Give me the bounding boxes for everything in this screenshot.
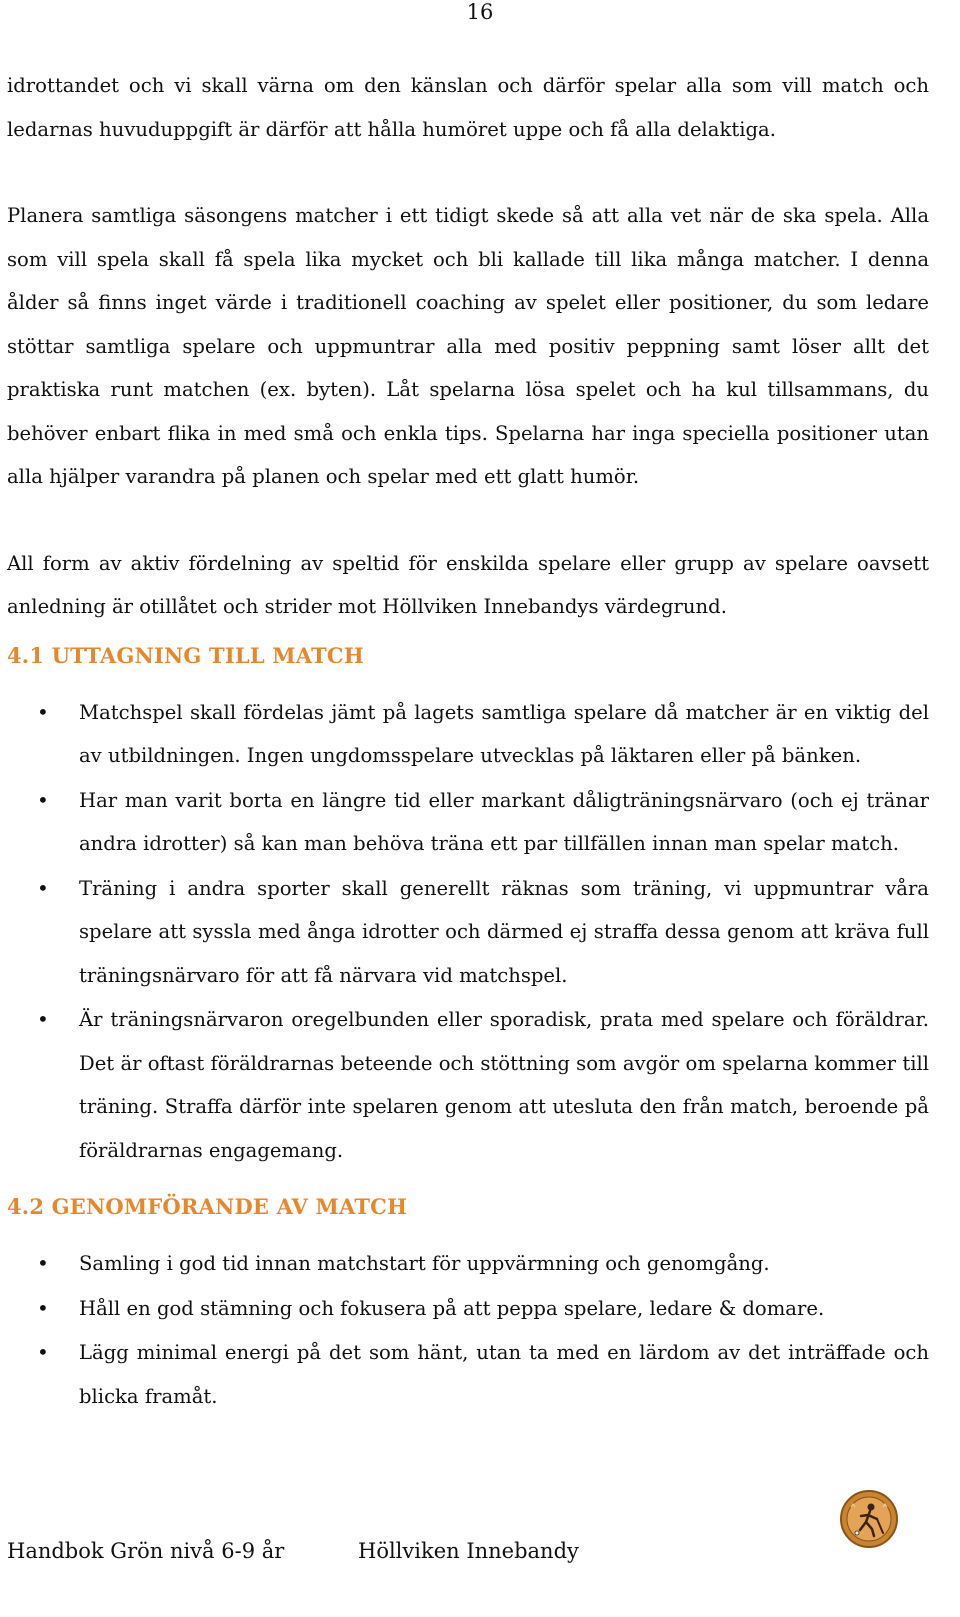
list-item-text: Håll en god stämning och fokusera på att peppa spelare, ledare & domare. [79,1296,825,1320]
list-item-text: Är träningsnärvaron oregelbunden eller sporadisk, prata med spelare och föräldrar. Det är oftast föräldrarnas beteende och stöttning som avgör om spelarna kommer till träning. Straffa därför inte spelaren genom att utesluta den från match, beroende på föräldrarnas engagemang. [79,1008,929,1162]
paragraph-planning: Planera samtliga säsongens matcher i ett tidigt skede så att alla vet när de ska spela. Alla som vill spela skall få spela lika mycket och bli kallade till lika många matcher. I denna ålder så finns inget värde i traditionell coaching av spelet eller positioner, du som ledare stöttar samtliga spelare och uppmuntrar alla med positiv peppning samt löser allt det praktiska runt matchen (ex. byten). Låt spelarna lösa spelet och ha kul tillsammans, du behöver enbart flika in med små och enkla tips. Spelarna har inga speciella positioner utan alla hjälper varandra på planen och spelar med ett glatt humör. [7,204,929,488]
execution-bullet-list [7,1242,929,1418]
list-item-text: Träning i andra sporter skall generellt räknas som träning, vi uppmuntrar våra spelare att syssla med ånga idrotter och därmed ej straffa dessa genom att kräva full träningsnärvaro för att få närvara vid matchspel. [79,876,929,987]
document-body [7,64,929,1438]
list-item [7,1287,929,1331]
bullet-icon: • [37,1007,49,1031]
page-number: 16 [466,0,494,24]
selection-bullet-list [7,691,929,1173]
bullet-icon: • [37,1295,49,1320]
list-item [7,867,929,998]
bullet-icon: • [37,1251,49,1275]
footer-handbook-title: Handbok Grön nivå 6-9 år [7,1539,285,1563]
footer-club-name: Höllviken Innebandy [358,1539,579,1563]
list-item [7,1331,929,1418]
paragraph-intro: idrottandet och vi skall värna om den känslan och därför spelar alla som vill match och ledarnas huvuduppgift är därför att hålla humöret uppe och få alla delaktiga. [7,74,929,141]
list-item [7,779,929,866]
bullet-icon: • [37,699,49,724]
club-logo-icon [839,1489,899,1549]
list-item [7,998,929,1172]
bullet-icon: • [37,787,49,812]
list-item-text: Matchspel skall fördelas jämt på lagets samtliga spelare då matcher är en viktig del av utbildningen. Ingen ungdomsspelare utvecklas på läktaren eller på bänken. [79,700,929,767]
section-heading-execution: 4.2 GENOMFÖRANDE AV MATCH [7,1194,408,1219]
bullet-icon: • [37,1340,49,1364]
list-item [7,1242,929,1286]
bullet-icon: • [37,875,49,900]
paragraph-values: All form av aktiv fördelning av speltid för enskilda spelare eller grupp av spelare oavsett anledning är otillåtet och strider mot Höllviken Innebandys värdegrund. [7,551,929,618]
page-footer [7,1533,929,1573]
list-item-text: Har man varit borta en längre tid eller markant dåligträningsnärvaro (och ej tränar andra idrotter) så kan man behöva träna ett par tillfällen innan man spelar match. [79,788,929,855]
section-heading-selection: 4.1 UTTAGNING TILL MATCH [7,642,364,668]
list-item [7,691,929,778]
list-item-text: Samling i god tid innan matchstart för uppvärmning och genomgång. [79,1252,770,1275]
list-item-text: Lägg minimal energi på det som hänt, utan ta med en lärdom av det inträffade och blicka framåt. [79,1341,929,1408]
